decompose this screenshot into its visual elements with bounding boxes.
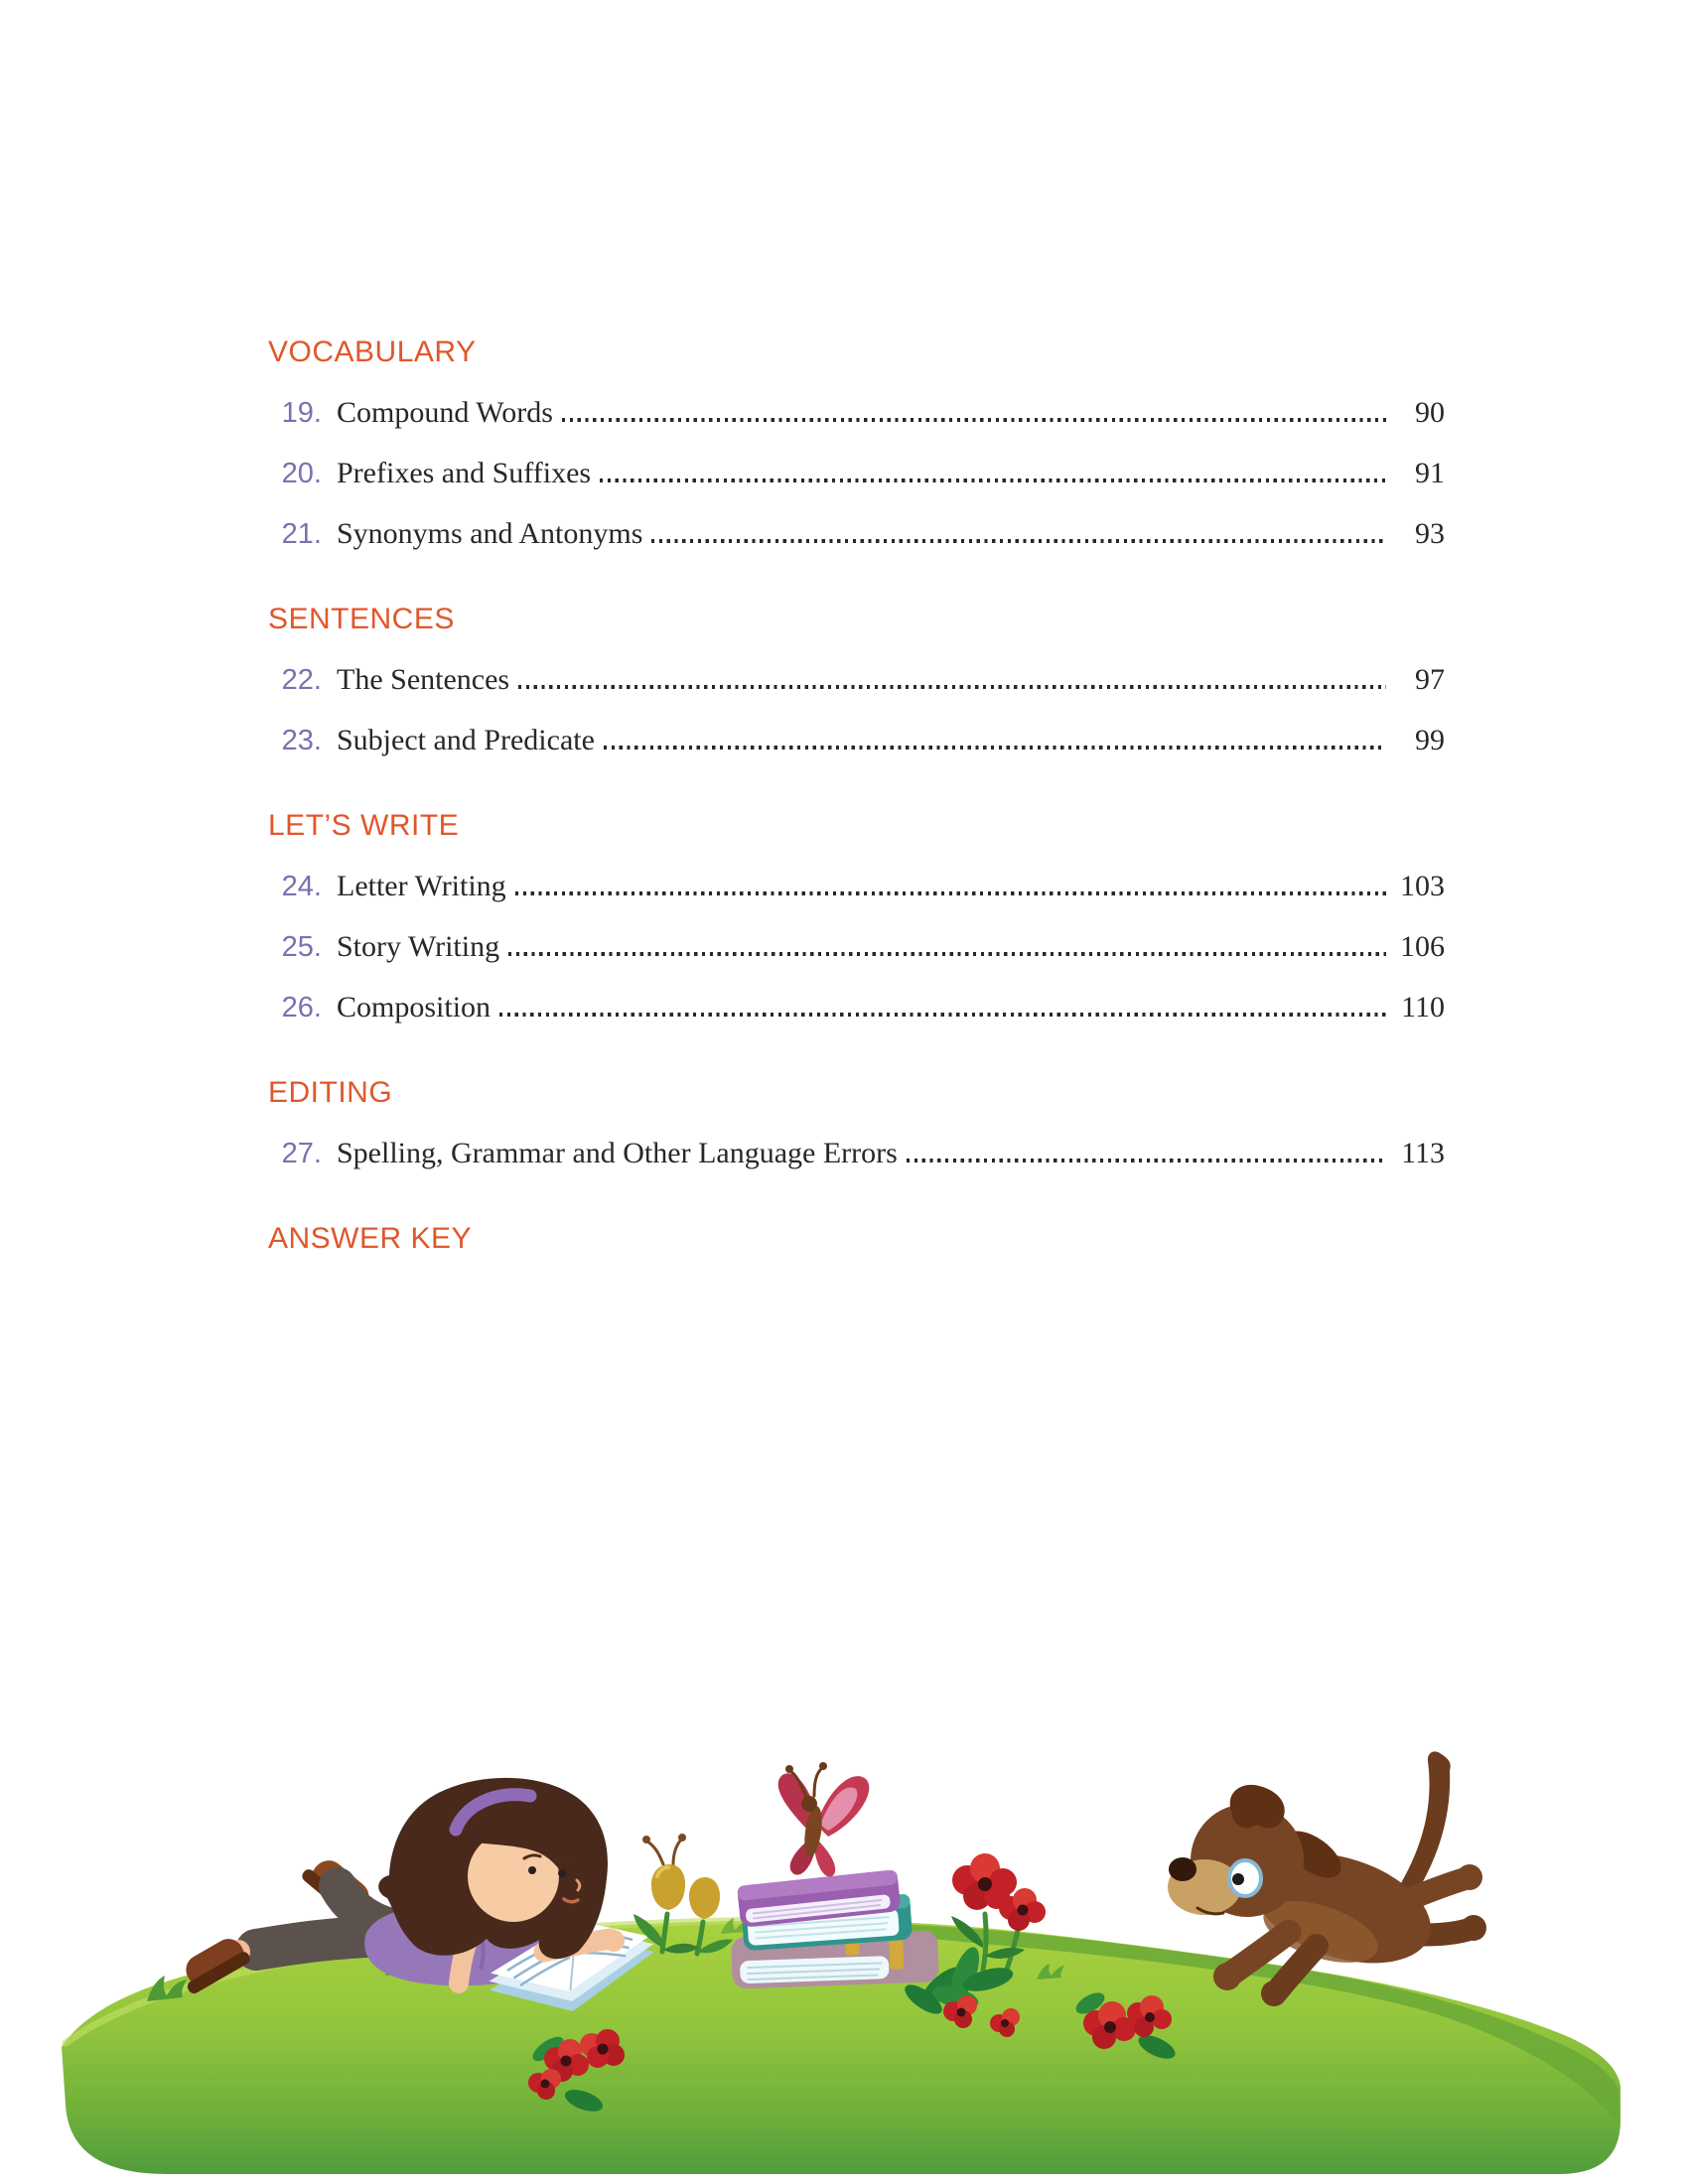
dot-leader xyxy=(604,746,1386,750)
entry-number: 21. xyxy=(281,518,322,550)
section-heading: VOCABULARY xyxy=(268,336,477,368)
entry-number: 26. xyxy=(281,992,322,1024)
entry-title: Prefixes and Suffixes xyxy=(337,457,592,489)
toc-entry xyxy=(268,916,1445,977)
hand-on-page xyxy=(603,1930,625,1952)
dot-leader xyxy=(508,952,1386,956)
toc-entry xyxy=(268,977,1445,1037)
entry-page: 97 xyxy=(1415,663,1445,696)
toc-entry xyxy=(268,503,1445,564)
section-heading: LET’S WRITE xyxy=(268,809,460,842)
dot-leader xyxy=(518,685,1386,689)
section-heading: ANSWER KEY xyxy=(268,1222,473,1255)
butterfly xyxy=(778,1762,870,1876)
dot-leader xyxy=(600,478,1386,482)
toc-entry xyxy=(268,1123,1445,1183)
entry-title: Letter Writing xyxy=(337,870,506,902)
entry-title: Spelling, Grammar and Other Language Errors xyxy=(337,1137,898,1169)
toc-section-answer-key xyxy=(268,1219,1445,1259)
table-of-contents xyxy=(268,333,1445,1259)
puppy-nose xyxy=(1169,1857,1196,1881)
butterfly-head xyxy=(801,1796,817,1812)
dot-leader xyxy=(515,891,1386,895)
tulip-head xyxy=(651,1864,685,1910)
entry-number: 20. xyxy=(281,458,322,489)
entry-title: Synonyms and Antonyms xyxy=(337,517,643,550)
entry-title: Compound Words xyxy=(337,396,553,429)
toc-entry xyxy=(268,649,1445,710)
entry-page: 91 xyxy=(1415,457,1445,489)
dot-leader xyxy=(499,1013,1386,1017)
puppy-front-ear xyxy=(1230,1785,1285,1829)
entry-page: 113 xyxy=(1401,1137,1445,1169)
footer-illustration xyxy=(0,1668,1688,2184)
tulip-head xyxy=(689,1877,720,1919)
toc-section-sentences xyxy=(268,600,1445,770)
entry-number: 19. xyxy=(281,397,322,429)
toc-entry xyxy=(268,443,1445,503)
book-stack xyxy=(731,1869,939,1988)
entry-number: 23. xyxy=(281,725,322,756)
entry-page: 90 xyxy=(1415,396,1445,429)
dot-leader xyxy=(651,539,1386,543)
entry-page: 99 xyxy=(1415,724,1445,756)
entry-page: 110 xyxy=(1401,991,1445,1024)
section-heading: EDITING xyxy=(268,1076,393,1109)
entry-number: 22. xyxy=(281,664,322,696)
toc-section-editing xyxy=(268,1073,1445,1183)
puppy-pupil xyxy=(1232,1873,1244,1885)
toc-section-vocabulary xyxy=(268,333,1445,564)
entry-page: 103 xyxy=(1400,870,1445,902)
entry-page: 106 xyxy=(1400,930,1445,963)
hand-on-cheek xyxy=(482,1882,507,1908)
eye-right xyxy=(558,1869,566,1877)
eye-left xyxy=(528,1866,536,1874)
dot-leader xyxy=(907,1159,1386,1162)
entry-number: 27. xyxy=(281,1138,322,1169)
toc-entry xyxy=(268,382,1445,443)
entry-title: The Sentences xyxy=(337,663,510,696)
toc-section-lets-write xyxy=(268,806,1445,1037)
toc-entry xyxy=(268,856,1445,916)
entry-title: Story Writing xyxy=(337,930,500,963)
entry-title: Subject and Predicate xyxy=(337,724,595,756)
tulip-stamen xyxy=(647,1840,681,1864)
entry-page: 93 xyxy=(1415,517,1445,550)
section-heading: SENTENCES xyxy=(268,603,455,635)
dot-leader xyxy=(562,418,1386,422)
toc-entry xyxy=(268,710,1445,770)
entry-title: Composition xyxy=(337,991,492,1024)
entry-number: 25. xyxy=(281,931,322,963)
entry-number: 24. xyxy=(281,871,322,902)
